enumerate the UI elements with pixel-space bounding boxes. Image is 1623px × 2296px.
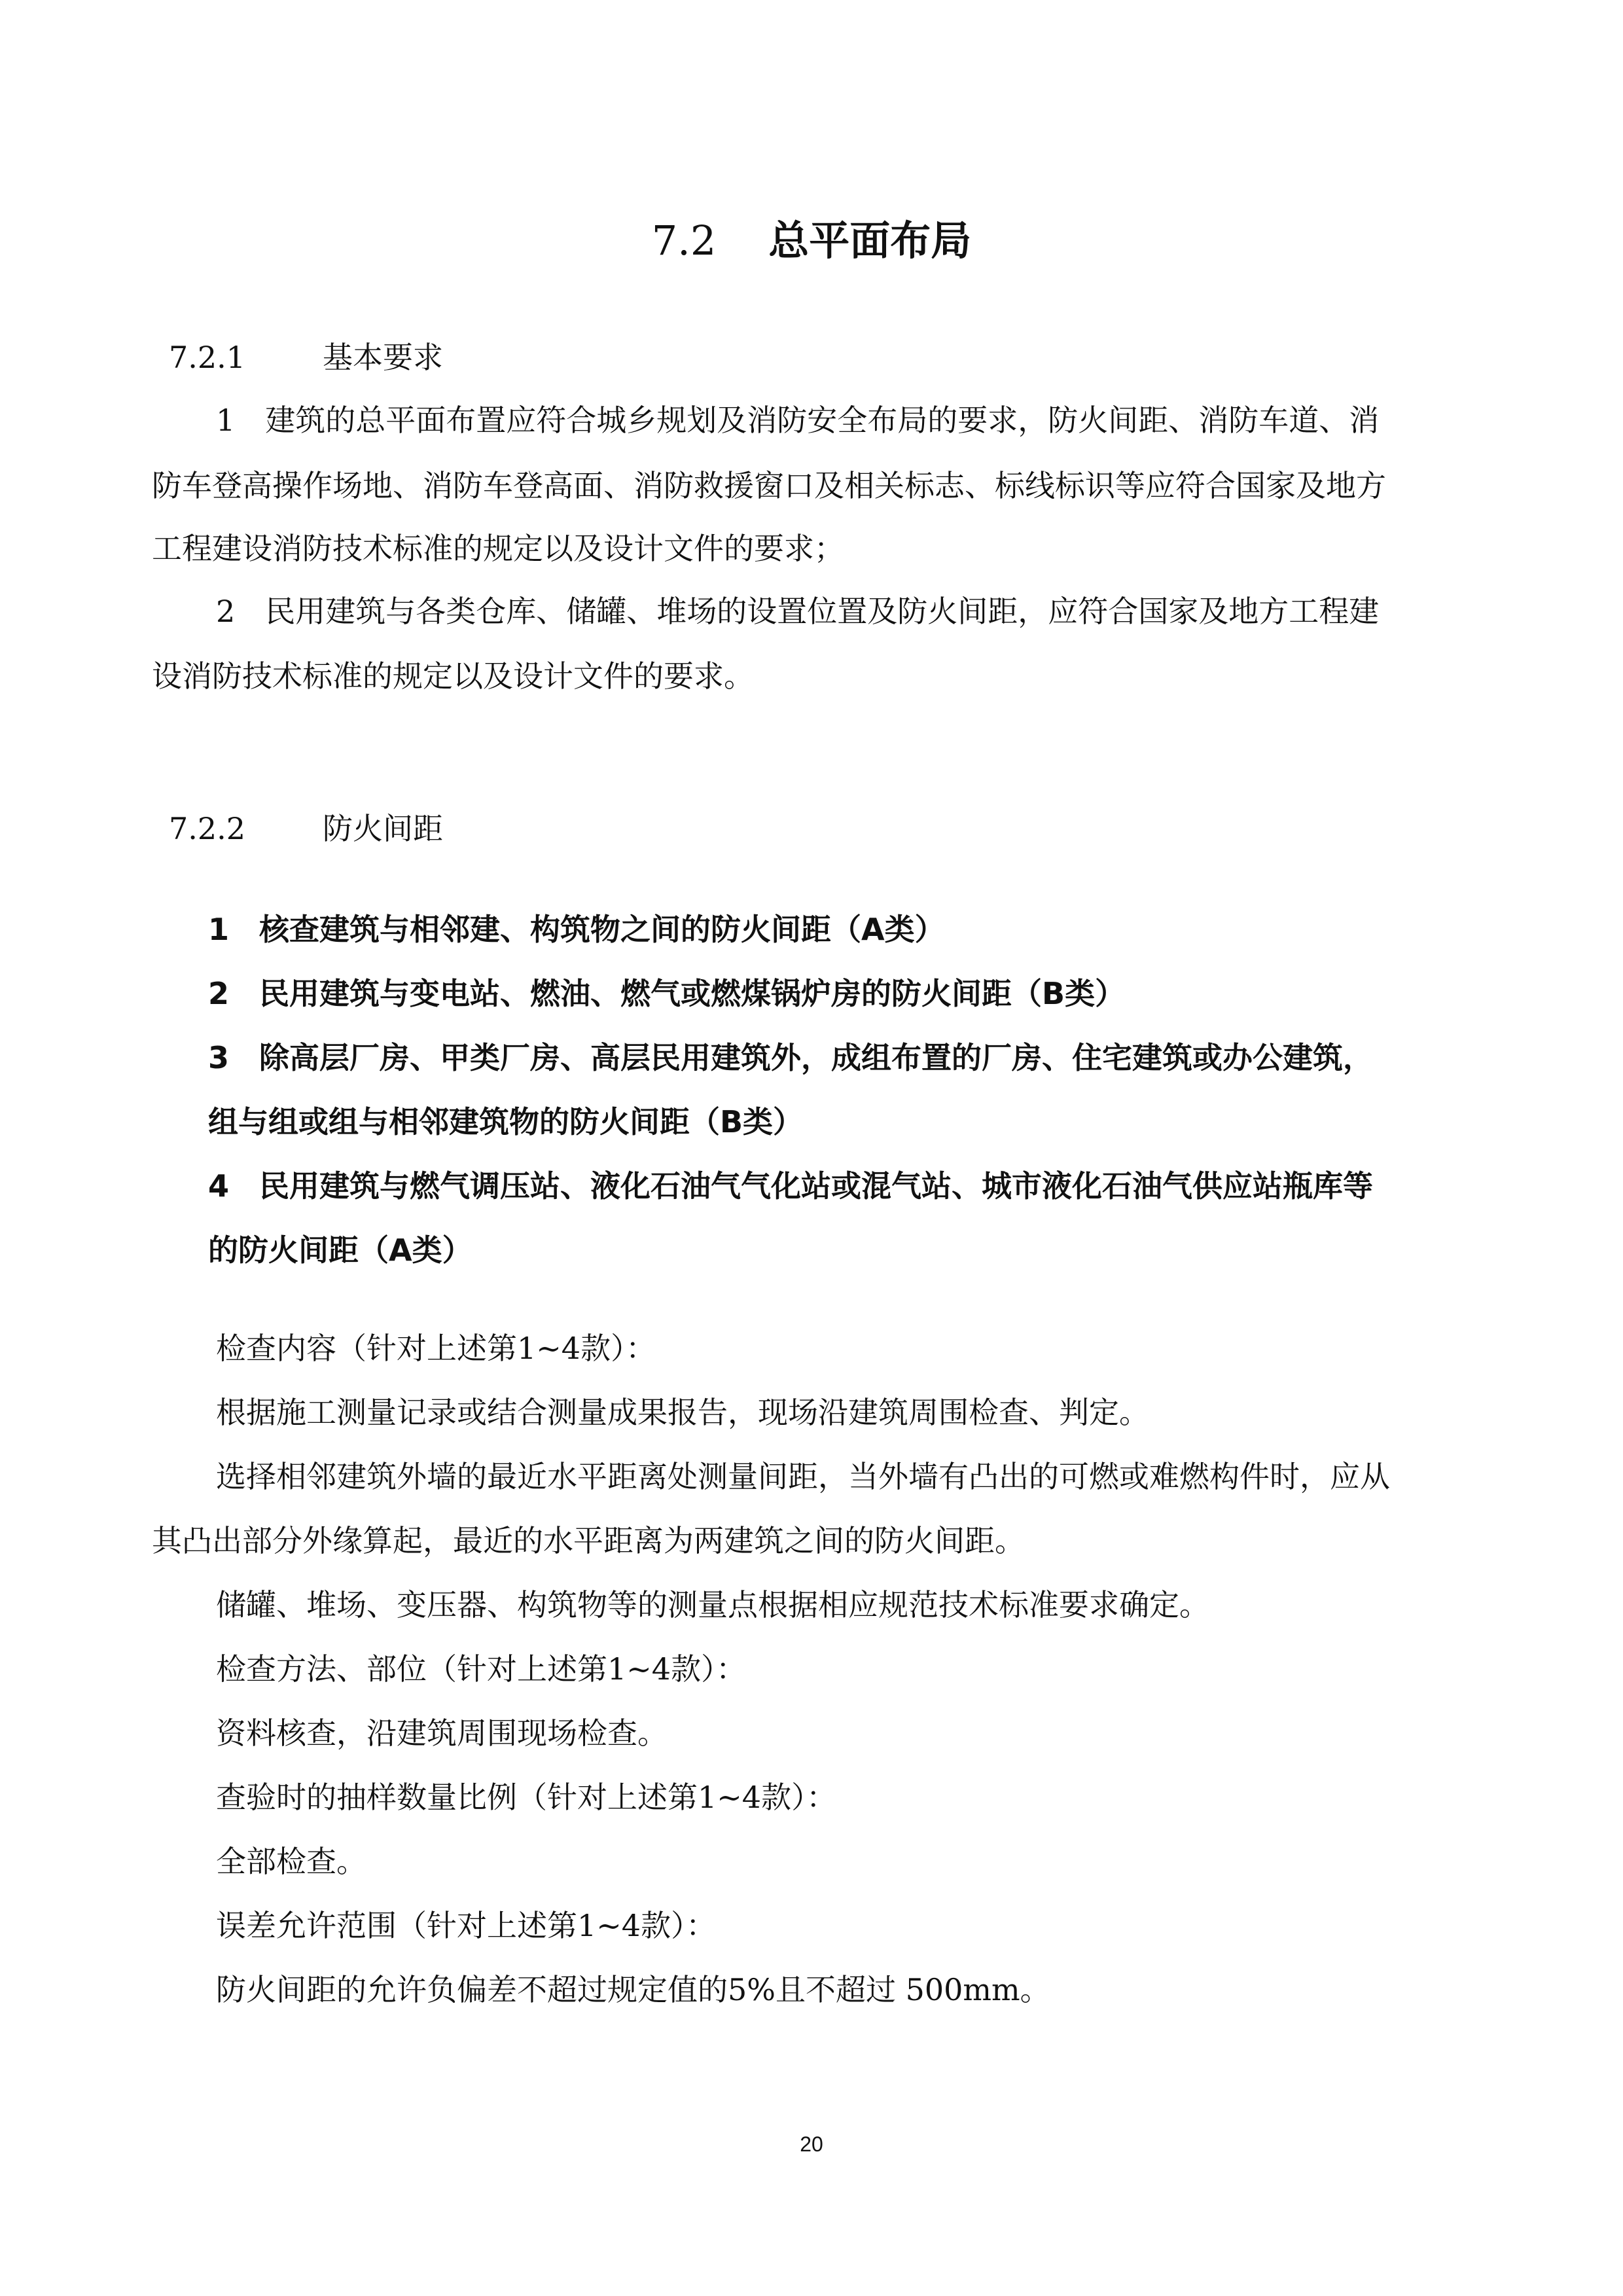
detail-line: 根据施工测量记录或结合测量成果报告，现场沿建筑周围检查、判定。 <box>216 1395 1149 1430</box>
section-title-text: 总平面布局 <box>768 217 972 264</box>
check-item-line: 3 除高层厂房、甲类厂房、高层民用建筑外，成组布置的厂房、住宅建筑或办公建筑， <box>208 1040 1374 1075</box>
subsection-number: 7.2.2 <box>169 811 246 846</box>
subsection-title: 防火间距 <box>323 811 443 846</box>
paragraph-line: 2 民用建筑与各类仓库、储罐、堆场的设置位置及防火间距，应符合国家及地方工程建 <box>216 594 1380 629</box>
detail-line: 储罐、堆场、变压器、构筑物等的测量点根据相应规范技术标准要求确定。 <box>216 1587 1209 1623</box>
paragraph-line: 1 建筑的总平面布置应符合城乡规划及消防安全布局的要求，防火间距、消防车道、消 <box>216 403 1380 438</box>
paragraph-line: 工程建设消防技术标准的规定以及设计文件的要求； <box>152 531 844 566</box>
detail-line: 防火间距的允许负偏差不超过规定值的5%且不超过 500mm。 <box>216 1972 1050 2007</box>
check-item-line: 4 民用建筑与燃气调压站、液化石油气气化站或混气站、城市液化石油气供应站瓶库等 <box>208 1168 1374 1204</box>
detail-line: 资料核查，沿建筑周围现场检查。 <box>216 1715 668 1751</box>
detail-line: 检查方法、部位（针对上述第1~4款）： <box>216 1651 747 1687</box>
paragraph-line: 设消防技术标准的规定以及设计文件的要求。 <box>152 658 754 694</box>
detail-line: 选择相邻建筑外墙的最近水平距离处测量间距，当外墙有凸出的可燃或难燃构件时，应从 <box>216 1459 1390 1494</box>
detail-line: 全部检查。 <box>216 1844 366 1879</box>
check-item-line: 1 核查建筑与相邻建、构筑物之间的防火间距（A类） <box>208 912 945 947</box>
check-item-line: 的防火间距（A类） <box>208 1232 473 1268</box>
check-item-line: 2 民用建筑与变电站、燃油、燃气或燃煤锅炉房的防火间距（B类） <box>208 976 1126 1011</box>
detail-line: 检查内容（针对上述第1~4款）： <box>216 1331 656 1366</box>
subsection-heading-fire-spacing <box>169 809 443 848</box>
detail-line: 误差允许范围（针对上述第1~4款）： <box>216 1908 717 1943</box>
check-item-line: 组与组或组与相邻建筑物的防火间距（B类） <box>208 1104 804 1139</box>
detail-line: 查验时的抽样数量比例（针对上述第1~4款）： <box>216 1780 837 1815</box>
page-number: 20 <box>800 2132 823 2156</box>
detail-line: 其凸出部分外缘算起，最近的水平距离为两建筑之间的防火间距。 <box>152 1523 1025 1558</box>
subsection-title: 基本要求 <box>323 340 443 375</box>
section-title-number: 7.2 <box>651 217 717 264</box>
subsection-heading-basic <box>169 338 443 377</box>
subsection-number: 7.2.1 <box>169 340 246 375</box>
paragraph-line: 防车登高操作场地、消防车登高面、消防救援窗口及相关标志、标线标识等应符合国家及地方 <box>152 468 1386 503</box>
section-title <box>0 208 1623 266</box>
